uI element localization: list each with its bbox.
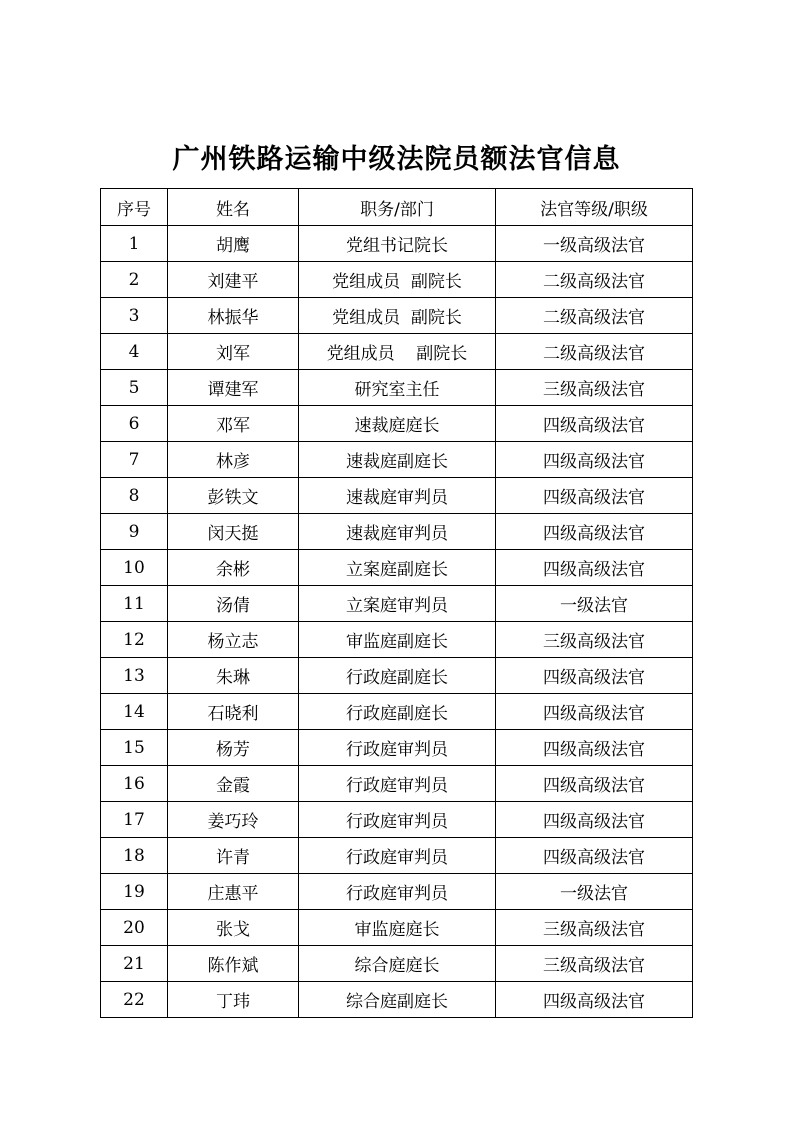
cell-dept: 速裁庭审判员 [299,514,496,550]
cell-no: 15 [101,730,168,766]
cell-name: 姜巧玲 [168,802,299,838]
cell-no: 1 [101,226,168,262]
cell-no: 13 [101,658,168,694]
cell-dept: 行政庭审判员 [299,766,496,802]
table-row [101,370,693,406]
cell-name: 杨芳 [168,730,299,766]
header-rank: 法官等级/职级 [496,189,693,226]
cell-dept: 速裁庭庭长 [299,406,496,442]
table-row [101,550,693,586]
cell-no: 19 [101,874,168,910]
cell-name: 杨立志 [168,622,299,658]
cell-rank: 四级高级法官 [496,694,693,730]
cell-dept: 党组成员 副院长 [299,298,496,334]
cell-no: 5 [101,370,168,406]
cell-name: 许青 [168,838,299,874]
cell-name: 闵天挺 [168,514,299,550]
cell-rank: 四级高级法官 [496,982,693,1018]
cell-no: 2 [101,262,168,298]
cell-rank: 四级高级法官 [496,730,693,766]
cell-name: 林振华 [168,298,299,334]
cell-dept: 行政庭审判员 [299,802,496,838]
table-row [101,406,693,442]
cell-no: 18 [101,838,168,874]
cell-rank: 二级高级法官 [496,298,693,334]
cell-no: 7 [101,442,168,478]
cell-no: 12 [101,622,168,658]
cell-dept: 审监庭庭长 [299,910,496,946]
cell-dept: 研究室主任 [299,370,496,406]
cell-dept: 党组书记院长 [299,226,496,262]
cell-no: 11 [101,586,168,622]
cell-name: 金霞 [168,766,299,802]
cell-name: 林彦 [168,442,299,478]
cell-name: 庄惠平 [168,874,299,910]
cell-dept: 速裁庭审判员 [299,478,496,514]
cell-no: 16 [101,766,168,802]
cell-rank: 四级高级法官 [496,550,693,586]
table-row [101,910,693,946]
cell-no: 9 [101,514,168,550]
table-row [101,262,693,298]
page-title: 广州铁路运输中级法院员额法官信息 [172,144,621,176]
cell-dept: 立案庭审判员 [299,586,496,622]
cell-rank: 四级高级法官 [496,478,693,514]
table-row [101,586,693,622]
table-row [101,334,693,370]
cell-rank: 四级高级法官 [496,406,693,442]
cell-rank: 一级法官 [496,586,693,622]
cell-name: 陈作斌 [168,946,299,982]
table-row [101,802,693,838]
table-row [101,838,693,874]
cell-rank: 四级高级法官 [496,442,693,478]
cell-rank: 三级高级法官 [496,946,693,982]
cell-no: 17 [101,802,168,838]
table-row [101,514,693,550]
table-row [101,442,693,478]
cell-dept: 党组成员 副院长 [299,334,496,370]
cell-rank: 四级高级法官 [496,838,693,874]
table-row [101,982,693,1018]
cell-dept: 党组成员 副院长 [299,262,496,298]
table-row [101,946,693,982]
cell-dept: 行政庭副庭长 [299,658,496,694]
cell-rank: 二级高级法官 [496,262,693,298]
cell-no: 14 [101,694,168,730]
cell-rank: 二级高级法官 [496,334,693,370]
cell-rank: 四级高级法官 [496,766,693,802]
cell-no: 3 [101,298,168,334]
cell-name: 谭建军 [168,370,299,406]
table-header-row [101,189,693,226]
cell-dept: 行政庭审判员 [299,838,496,874]
table-row [101,874,693,910]
header-no: 序号 [101,189,168,226]
header-dept: 职务/部门 [299,189,496,226]
cell-rank: 三级高级法官 [496,910,693,946]
cell-name: 余彬 [168,550,299,586]
cell-name: 刘军 [168,334,299,370]
cell-no: 22 [101,982,168,1018]
cell-no: 8 [101,478,168,514]
cell-no: 21 [101,946,168,982]
cell-name: 彭铁文 [168,478,299,514]
cell-no: 4 [101,334,168,370]
cell-dept: 行政庭审判员 [299,730,496,766]
cell-name: 邓军 [168,406,299,442]
table-row [101,658,693,694]
cell-rank: 四级高级法官 [496,802,693,838]
cell-rank: 四级高级法官 [496,514,693,550]
cell-name: 汤倩 [168,586,299,622]
cell-name: 丁玮 [168,982,299,1018]
cell-dept: 速裁庭副庭长 [299,442,496,478]
table-row [101,766,693,802]
cell-rank: 三级高级法官 [496,370,693,406]
table-row [101,622,693,658]
header-name: 姓名 [168,189,299,226]
cell-name: 刘建平 [168,262,299,298]
cell-name: 胡鹰 [168,226,299,262]
cell-dept: 综合庭副庭长 [299,982,496,1018]
table-row [101,730,693,766]
cell-name: 石晓利 [168,694,299,730]
cell-dept: 行政庭审判员 [299,874,496,910]
cell-no: 20 [101,910,168,946]
cell-dept: 综合庭庭长 [299,946,496,982]
cell-rank: 一级高级法官 [496,226,693,262]
table-row [101,298,693,334]
cell-dept: 审监庭副庭长 [299,622,496,658]
cell-no: 6 [101,406,168,442]
cell-dept: 行政庭副庭长 [299,694,496,730]
cell-rank: 四级高级法官 [496,658,693,694]
table-row [101,694,693,730]
cell-name: 朱琳 [168,658,299,694]
table-row [101,478,693,514]
cell-name: 张戈 [168,910,299,946]
cell-rank: 一级法官 [496,874,693,910]
table-row [101,226,693,262]
judges-table [100,188,693,1018]
cell-no: 10 [101,550,168,586]
cell-rank: 三级高级法官 [496,622,693,658]
cell-dept: 立案庭副庭长 [299,550,496,586]
